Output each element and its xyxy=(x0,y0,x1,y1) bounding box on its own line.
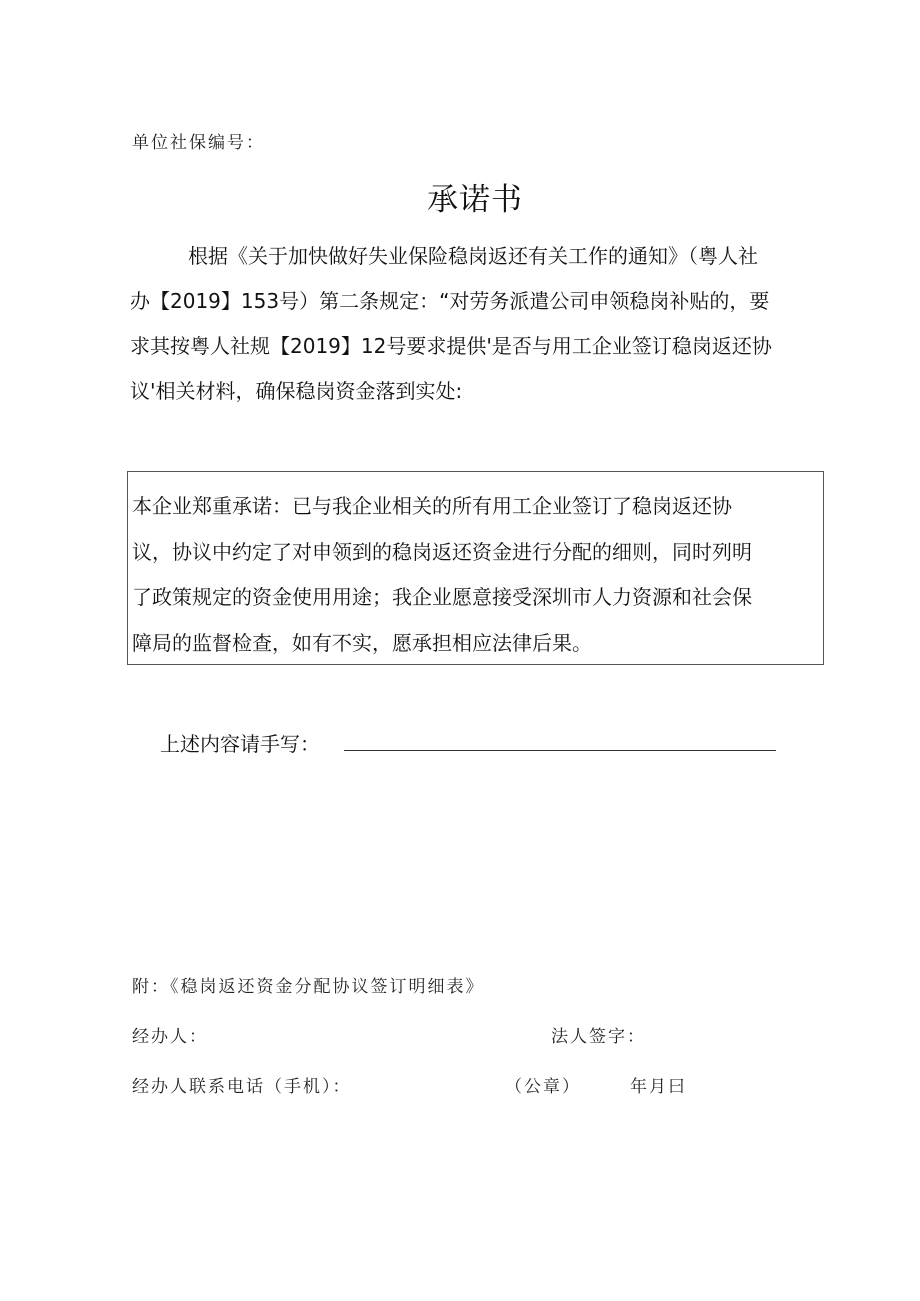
attachment-note: 附：《稳岗返还资金分配协议签订明细表》 xyxy=(132,977,485,997)
pledge-line: 议，协议中约定了对申领到的稳岗返还资金进行分配的细则，同时列明 xyxy=(132,539,752,564)
handler-label: 经办人： xyxy=(132,1027,208,1047)
pledge-text xyxy=(132,484,752,666)
unit-social-security-code-label: 单位社保编号： xyxy=(132,133,265,153)
pledge-line: 本企业郑重承诺：已与我企业相关的所有用工企业签订了稳岗返还协 xyxy=(132,494,732,518)
pledge-box xyxy=(127,471,824,665)
page-title: 承诺书 xyxy=(427,182,523,218)
intro-line: 议'相关材料，确保稳岗资金落到实处: xyxy=(130,379,463,403)
intro-line: 根据《关于加快做好失业保险稳岗返还有关工作的通知》（粤人社 xyxy=(188,244,758,268)
intro-paragraph xyxy=(130,234,830,414)
handler-phone-label: 经办人联系电话（手机）： xyxy=(132,1077,352,1097)
handwrite-label: 上述内容请手写： xyxy=(160,732,320,756)
pledge-line: 障局的监督检查，如有不实，愿承担相应法律后果。 xyxy=(132,630,592,655)
handwrite-input-line[interactable] xyxy=(344,750,776,751)
official-seal-label: （公章） xyxy=(505,1077,581,1097)
pledge-line: 了政策规定的资金使用用途；我企业愿意接受深圳市人力资源和社会保 xyxy=(132,585,752,609)
intro-line: 办【2019】153号）第二条规定：“对劳务派遣公司申领稳岗补贴的，要 xyxy=(130,289,770,313)
date-label: 年月曰 xyxy=(630,1077,687,1097)
intro-line: 求其按粤人社规【2019】12号要求提供'是否与用工企业签订稳岗返还协 xyxy=(130,334,772,358)
legal-representative-signature-label: 法人签字： xyxy=(551,1027,646,1047)
